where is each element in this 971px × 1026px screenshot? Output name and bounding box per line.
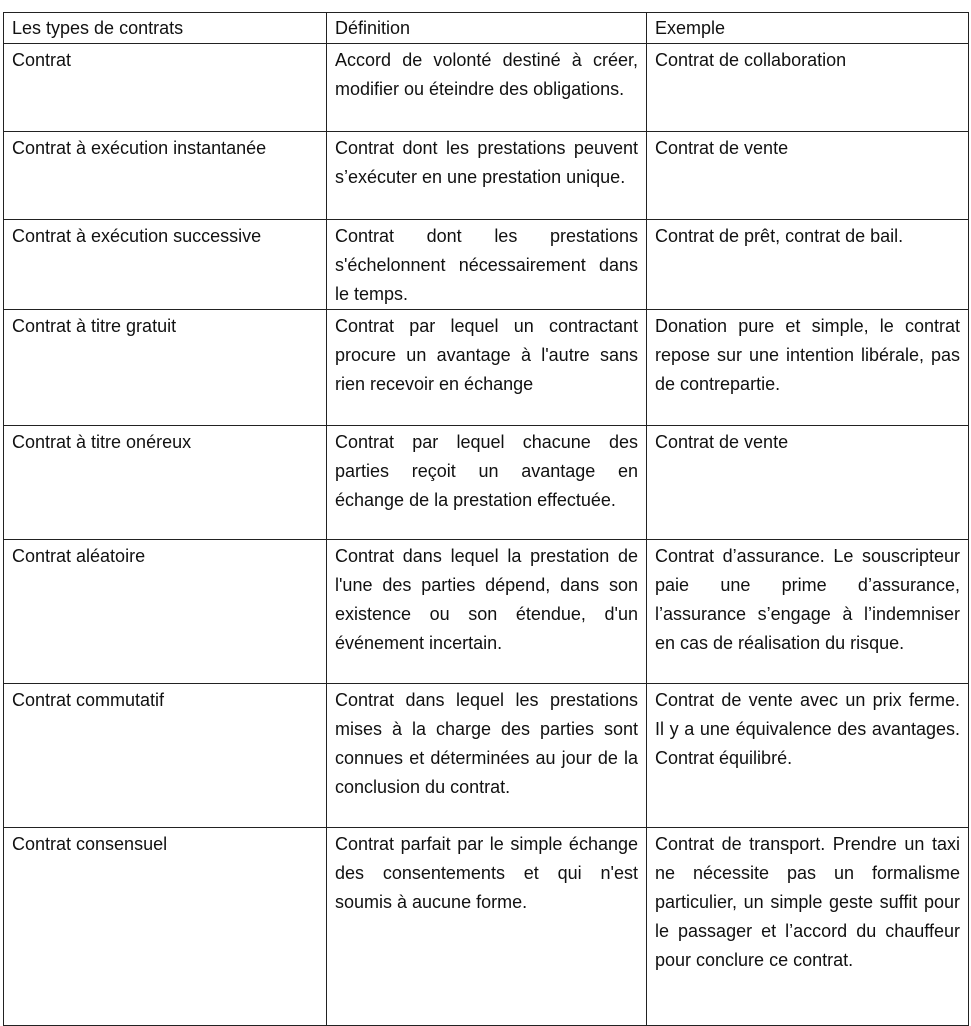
header-row [4,13,969,44]
cell-type: Contrat commutatif [4,684,327,828]
table-row [4,540,969,684]
cell-definition: Contrat dont les prestations s'échelonnent nécessairement dans le temps. [327,220,647,310]
table-row [4,684,969,828]
cell-type: Contrat [4,44,327,132]
cell-definition: Contrat dont les prestations peuvent s’exécuter en une prestation unique. [327,132,647,220]
cell-example: Contrat de transport. Prendre un taxi ne nécessite pas un formalisme particulier, un simple geste suffit pour le passager et l’accord du chauffeur pour conclure ce contrat. [647,828,969,1026]
cell-example: Contrat de vente [647,132,969,220]
table-row [4,310,969,426]
cell-example: Contrat de prêt, contrat de bail. [647,220,969,310]
header-example: Exemple [647,13,969,44]
cell-type: Contrat à exécution instantanée [4,132,327,220]
cell-example: Contrat de collaboration [647,44,969,132]
header-type: Les types de contrats [4,13,327,44]
cell-example: Contrat de vente [647,426,969,540]
table-row [4,132,969,220]
cell-type: Contrat à titre onéreux [4,426,327,540]
cell-definition: Contrat dans lequel la prestation de l'une des parties dépend, dans son existence ou son étendue, d'un événement incertain. [327,540,647,684]
header-definition: Définition [327,13,647,44]
cell-definition: Contrat parfait par le simple échange des consentements et qui n'est soumis à aucune forme. [327,828,647,1026]
cell-definition: Contrat par lequel chacune des parties reçoit un avantage en échange de la prestation effectuée. [327,426,647,540]
cell-definition: Accord de volonté destiné à créer, modifier ou éteindre des obligations. [327,44,647,132]
cell-definition: Contrat par lequel un contractant procure un avantage à l'autre sans rien recevoir en échange [327,310,647,426]
cell-type: Contrat à exécution successive [4,220,327,310]
cell-example: Donation pure et simple, le contrat repose sur une intention libérale, pas de contrepartie. [647,310,969,426]
cell-type: Contrat consensuel [4,828,327,1026]
table-row [4,426,969,540]
cell-type: Contrat aléatoire [4,540,327,684]
cell-definition: Contrat dans lequel les prestations mises à la charge des parties sont connues et déterminées au jour de la conclusion du contrat. [327,684,647,828]
table-row [4,44,969,132]
table-row [4,828,969,1026]
cell-type: Contrat à titre gratuit [4,310,327,426]
cell-example: Contrat de vente avec un prix ferme. Il y a une équivalence des avantages. Contrat équilibré. [647,684,969,828]
table-row [4,220,969,310]
table-body [4,44,969,1026]
table-header [4,13,969,44]
contract-types-table [3,12,969,1026]
cell-example: Contrat d’assurance. Le souscripteur paie une prime d’assurance, l’assurance s’engage à l’indemniser en cas de réalisation du risque. [647,540,969,684]
